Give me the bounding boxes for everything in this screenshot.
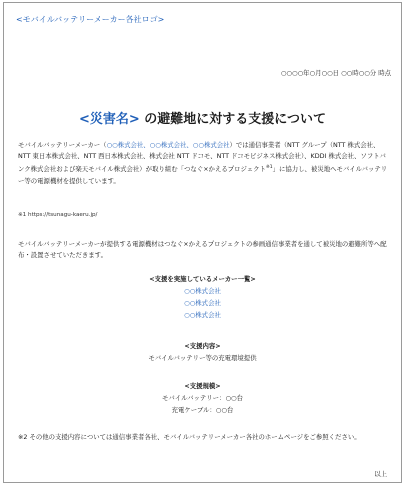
maker-item: ○○株式会社 bbox=[184, 299, 221, 307]
company-names: ○○株式会社、○○株式会社、○○株式会社 bbox=[106, 141, 230, 149]
footnote-1: ※1 https://tsunagu-kaeru.jp/ bbox=[18, 212, 98, 218]
page-title bbox=[4, 108, 401, 127]
title-text: の避難地に対する支援について bbox=[144, 112, 327, 127]
support-scale-heading: <支援規模> bbox=[184, 382, 221, 390]
timestamp: ○○○○年○月○○日 ○○時○○分 時点 bbox=[280, 69, 391, 77]
maker-item: ○○株式会社 bbox=[184, 287, 221, 295]
closing-text: 以上 bbox=[374, 470, 387, 478]
support-content-heading: <支援内容> bbox=[184, 342, 221, 350]
disaster-name: <災害名> bbox=[78, 112, 140, 127]
document-page bbox=[3, 2, 402, 483]
distribution-paragraph: モバイルバッテリーメーカーが提供する電源機材はつなぐ×かえるプロジェクトの参画通信事業者を通して被災地の避難所等へ配布・設置させていただきます。 bbox=[18, 240, 387, 260]
makers-list-block bbox=[4, 273, 401, 321]
support-content-text: モバイルバッテリー等の充電環境提供 bbox=[148, 354, 257, 362]
support-content-block bbox=[4, 340, 401, 364]
footnote-2: ※2 その他の支援内容については通信事業者各社、モバイルバッテリーメーカー各社のホームページをご参照ください。 bbox=[18, 433, 361, 441]
battery-count: モバイルバッテリー：○○台 bbox=[161, 394, 243, 402]
maker-item: ○○株式会社 bbox=[184, 311, 221, 319]
intro-paragraph bbox=[18, 140, 391, 187]
support-scale-block bbox=[4, 380, 401, 416]
makers-heading: <支援を実施しているメーカー一覧> bbox=[149, 275, 256, 283]
intro-text: モバイルバッテリーメーカー（ bbox=[18, 141, 107, 149]
maker-logo-placeholder: <モバイルバッテリーメーカー各社ロゴ> bbox=[16, 15, 165, 24]
footnote-marker: ※1 bbox=[265, 165, 273, 171]
cable-count: 充電ケーブル：○○台 bbox=[171, 406, 234, 414]
intro-body: ）では通信事業者（NTT グループ（NTT 株式会社、NTT 東日本株式会社、NTT 西日本株式会社、株式会社 NTT ドコモ、NTT ドコモビジネス株式会社）、KDDI 株式会社、ソフトバンク株式会社および楽天モバイル株式会社）が取り組む「つなぐ×かえるプロジェクト bbox=[18, 141, 386, 174]
intro-tail: 」に協力し、被災地へモバイルバッテリー等の電源機材を提供しています。 bbox=[18, 165, 388, 185]
